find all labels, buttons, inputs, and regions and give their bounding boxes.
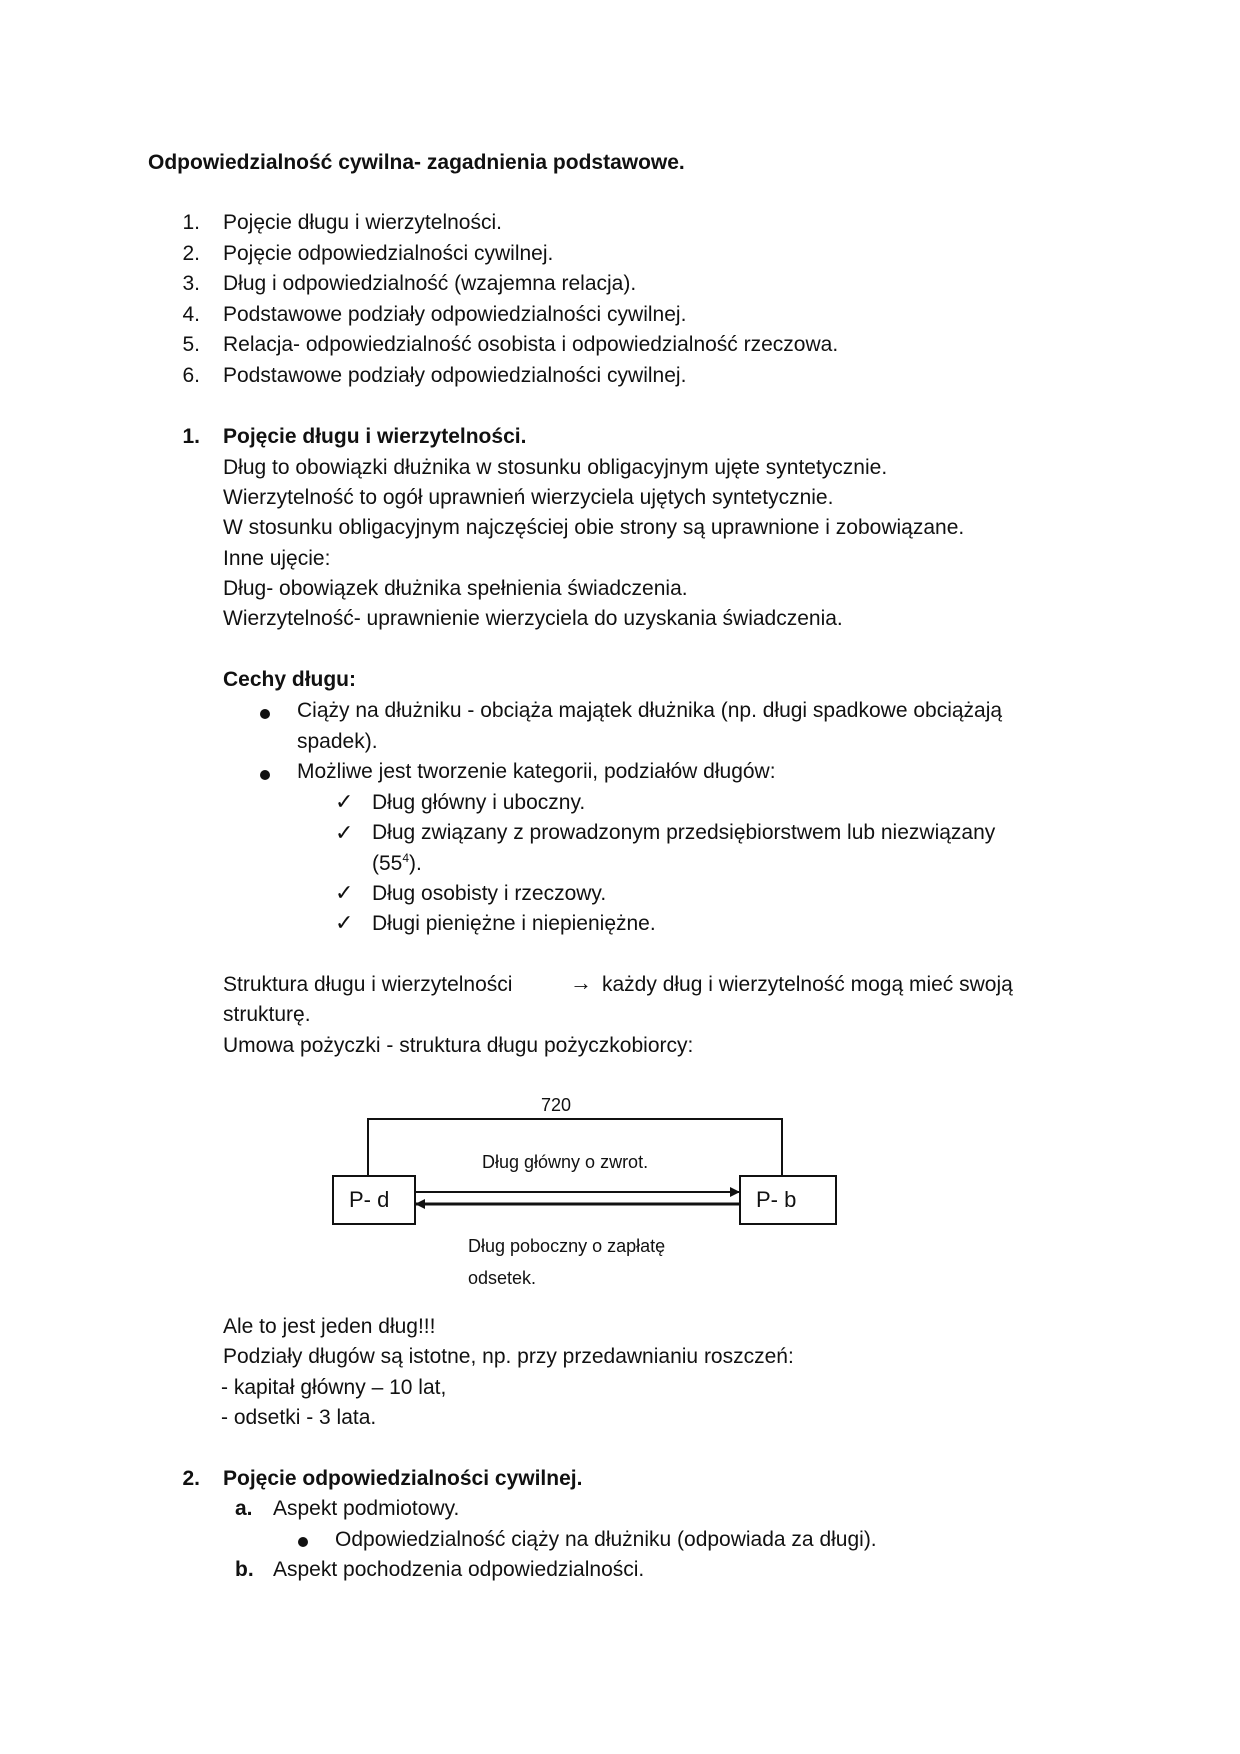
sublist-label: a. (235, 1497, 253, 1520)
sublist-item: Aspekt pochodzenia odpowiedzialności. (273, 1558, 645, 1581)
toc-item: Pojęcie odpowiedzialności cywilnej. (223, 242, 554, 265)
paragraph-line: - odsetki - 3 lata. (221, 1406, 377, 1429)
toc-number: 6. (182, 364, 200, 387)
check-item: Dług główny i uboczny. (372, 791, 586, 814)
diagram-side-label: odsetek. (468, 1268, 537, 1288)
diagram-main-label: Dług główny o zwrot. (482, 1152, 649, 1172)
paragraph-line: Dług to obowiązki dłużnika w stosunku obligacyjnym ujęte syntetycznie. (223, 456, 888, 479)
check-item: Dług osobisty i rzeczowy. (372, 882, 607, 905)
structure-text-continued: strukturę. (223, 1003, 311, 1026)
toc-item: Relacja- odpowiedzialność osobista i odpowiedzialność rzeczowa. (223, 333, 839, 356)
loan-line: Umowa pożyczki - struktura długu pożyczkobiorcy: (223, 1034, 694, 1057)
structure-text-a: Struktura długu i wierzytelności (223, 973, 513, 996)
toc-number: 1. (182, 211, 200, 234)
paragraph-line: Ale to jest jeden dług!!! (223, 1315, 436, 1338)
checkmark-icon: ✓ (335, 789, 354, 814)
paragraph-line: Wierzytelność- uprawnienie wierzyciela do uzyskania świadczenia. (223, 607, 843, 630)
diagram-top-label: 720 (541, 1095, 572, 1115)
paragraph-line: - kapitał główny – 10 lat, (221, 1376, 447, 1399)
check-item: Długi pieniężne i niepieniężne. (372, 912, 656, 935)
right-box-label: P- b (756, 1187, 797, 1212)
paragraph-line: W stosunku obligacyjnym najczęściej obie strony są uprawnione i zobowiązane. (223, 516, 965, 539)
toc-number: 2. (182, 242, 200, 265)
bullet-text: spadek). (297, 730, 378, 753)
toc-number: 3. (182, 272, 200, 295)
paragraph-line: Dług- obowiązek dłużnika spełnienia świadczenia. (223, 577, 688, 600)
section-number: 2. (182, 1467, 200, 1490)
check-item-continued: $(55^4)$. (372, 851, 422, 875)
diagram-side-label: Dług poboczny o zapłatę (468, 1236, 666, 1256)
paragraph-line: Wierzytelność to ogół uprawnień wierzyciela ujętych syntetycznie. (223, 486, 834, 509)
structure-text-b: każdy dług i wierzytelność mogą mieć swoją (602, 973, 1013, 996)
toc-number: 4. (182, 303, 200, 326)
checkmark-icon: ✓ (335, 910, 354, 935)
bullet-text: Odpowiedzialność ciąży na dłużniku (odpowiada za długi). (335, 1528, 877, 1551)
bullet-text: Możliwe jest tworzenie kategorii, podziałów długów: (297, 760, 776, 783)
sublist-item: Aspekt podmiotowy. (273, 1497, 460, 1520)
right-arrow-icon: → (570, 970, 592, 995)
toc-number: 5. (182, 333, 200, 356)
sublist-label: b. (235, 1558, 254, 1581)
bullet-dot (298, 1537, 308, 1547)
document-title: Odpowiedzialność cywilna- zagadnienia podstawowe. (148, 151, 685, 174)
paragraph-line: Inne ujęcie: (223, 547, 331, 570)
toc-item: Dług i odpowiedzialność (wzajemna relacja). (223, 272, 637, 295)
bullet-text: Ciąży na dłużniku - obciąża majątek dłużnika (np. długi spadkowe obciążają (297, 699, 1003, 722)
paragraph-line: Podziały długów są istotne, np. przy przedawnianiu roszczeń: (223, 1345, 794, 1368)
features-heading: Cechy długu: (223, 668, 357, 691)
section-heading: Pojęcie odpowiedzialności cywilnej. (223, 1467, 583, 1490)
toc-item: Podstawowe podziały odpowiedzialności cywilnej. (223, 303, 687, 326)
check-item: Dług związany z prowadzonym przedsiębiorstwem lub niezwiązany (372, 821, 996, 844)
toc-item: Pojęcie długu i wierzytelności. (223, 211, 502, 234)
checkmark-icon: ✓ (335, 820, 354, 845)
section-number: 1. (182, 425, 200, 448)
toc-item: Podstawowe podziały odpowiedzialności cywilnej. (223, 364, 687, 387)
left-box-label: P- d (349, 1187, 390, 1212)
checkmark-icon: ✓ (335, 880, 354, 905)
section-heading: Pojęcie długu i wierzytelności. (223, 425, 527, 448)
